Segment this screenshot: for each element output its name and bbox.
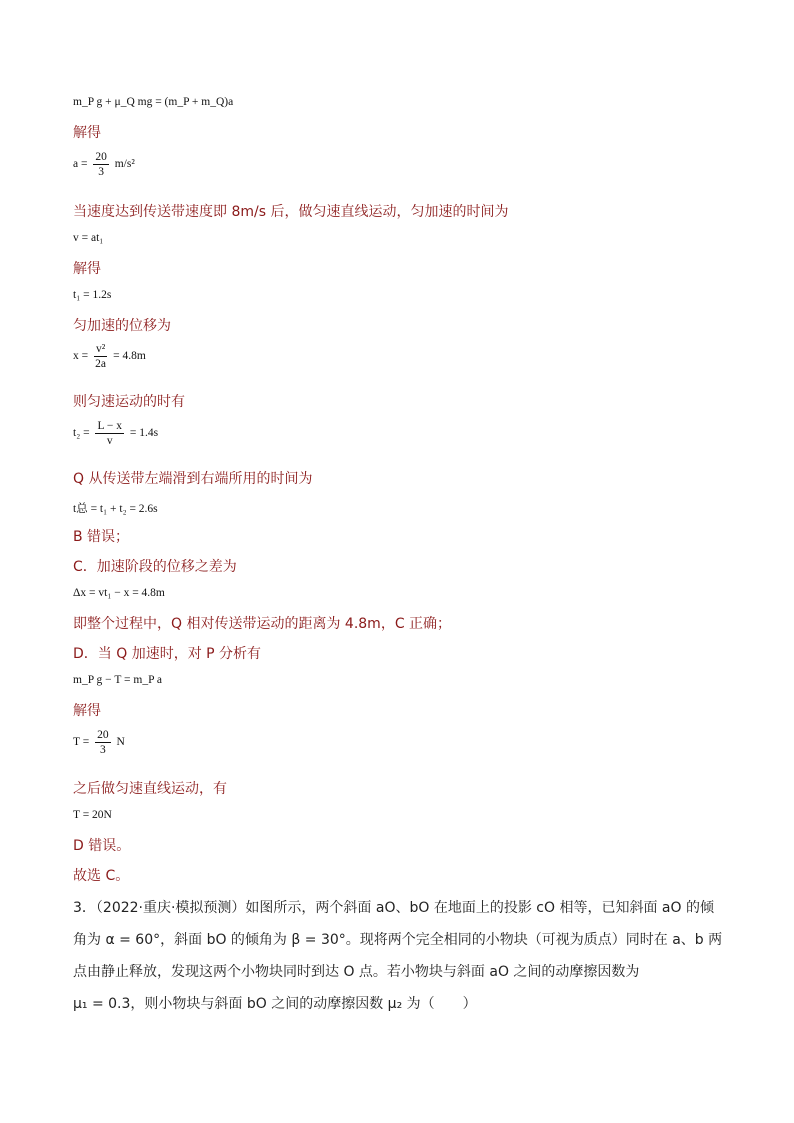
frac-denominator: 3 <box>98 166 104 178</box>
question-3 <box>73 892 733 1020</box>
frac-numerator: L − x <box>97 420 123 432</box>
frac-denominator: v <box>106 435 113 447</box>
text-sentence: 即整个过程中，Q 相对传送带运动的距离为 4.8m，C 正确； <box>73 616 452 632</box>
equation-displacement <box>73 342 146 371</box>
frac-denominator: 3 <box>99 744 106 756</box>
equation-force-p: m_P g − T = m_P a <box>73 674 163 686</box>
eq-unit: N <box>116 736 125 749</box>
equation-acceleration <box>73 150 135 179</box>
text-b-wrong: B 错误； <box>73 529 130 545</box>
frac-numerator: 20 <box>97 729 109 741</box>
eq-lhs: a = <box>73 158 88 171</box>
equation-displacement-difference: Δx = vt₁ − x = 4.8m <box>73 587 165 599</box>
text-sentence: 之后做匀速直线运动，有 <box>73 781 227 797</box>
eq-lhs: T = <box>73 736 90 749</box>
frac-numerator: v² <box>96 343 106 355</box>
eq-unit: m/s² <box>114 158 135 171</box>
text-option-c: C．加速阶段的位移之差为 <box>73 559 237 575</box>
fraction <box>95 728 111 757</box>
question-3-line-1: 3．（2022·重庆·模拟预测）如图所示，两个斜面 aO、bO 在地面上的投影 cO 相等，已知斜面 aO 的倾 <box>73 900 714 916</box>
fraction <box>95 419 124 448</box>
text-sentence: 则匀速运动的时有 <box>73 394 185 410</box>
text-sentence: 当速度达到传送带速度即 8m/s 后，做匀速直线运动，匀加速的时间为 <box>73 204 509 220</box>
text-d-wrong: D 错误。 <box>73 838 131 854</box>
fraction <box>94 342 107 371</box>
text-option-d: D．当 Q 加速时，对 P 分析有 <box>73 646 262 662</box>
text-sentence: 匀加速的位移为 <box>73 318 171 334</box>
eq-rhs: = 1.4s <box>129 427 159 440</box>
question-3-line-3: 点由静止释放，发现这两个小物块同时到达 O 点。若小物块与斜面 aO 之间的动摩擦因数为 <box>73 964 640 980</box>
frac-denominator: 2a <box>95 358 107 370</box>
text-answer: 故选 C。 <box>73 868 130 884</box>
equation-tension <box>73 728 125 757</box>
equation-newton-second-law: m_P g + μ_Q mg = (m_P + m_Q)a <box>73 96 234 108</box>
equation-time-t2 <box>73 419 158 448</box>
fraction <box>93 150 109 179</box>
text-sentence: Q 从传送带左端滑到右端所用的时间为 <box>73 471 313 487</box>
equation-velocity: v = at₁ <box>73 232 104 244</box>
eq-lhs: x = <box>73 350 89 363</box>
question-3-line-4: μ₁ = 0.3，则小物块与斜面 bO 之间的动摩擦因数 μ₂ 为（ ） <box>73 996 477 1012</box>
question-3-line-2: 角为 α = 60°，斜面 bO 的倾角为 β = 30°。现将两个完全相同的小物块（可视为质点）同时在 a、b 两 <box>73 932 723 948</box>
eq-lhs: t₂ = <box>73 427 90 440</box>
equation-total-time: t总 = t₁ + t₂ = 2.6s <box>73 503 158 515</box>
text-jiede: 解得 <box>73 261 101 277</box>
text-jiede: 解得 <box>73 125 101 141</box>
text-jiede: 解得 <box>73 703 101 719</box>
equation-tension-final: T = 20N <box>73 809 112 821</box>
frac-numerator: 20 <box>95 151 107 163</box>
eq-rhs: = 4.8m <box>113 350 146 363</box>
equation-time-t1: t₁ = 1.2s <box>73 289 112 301</box>
